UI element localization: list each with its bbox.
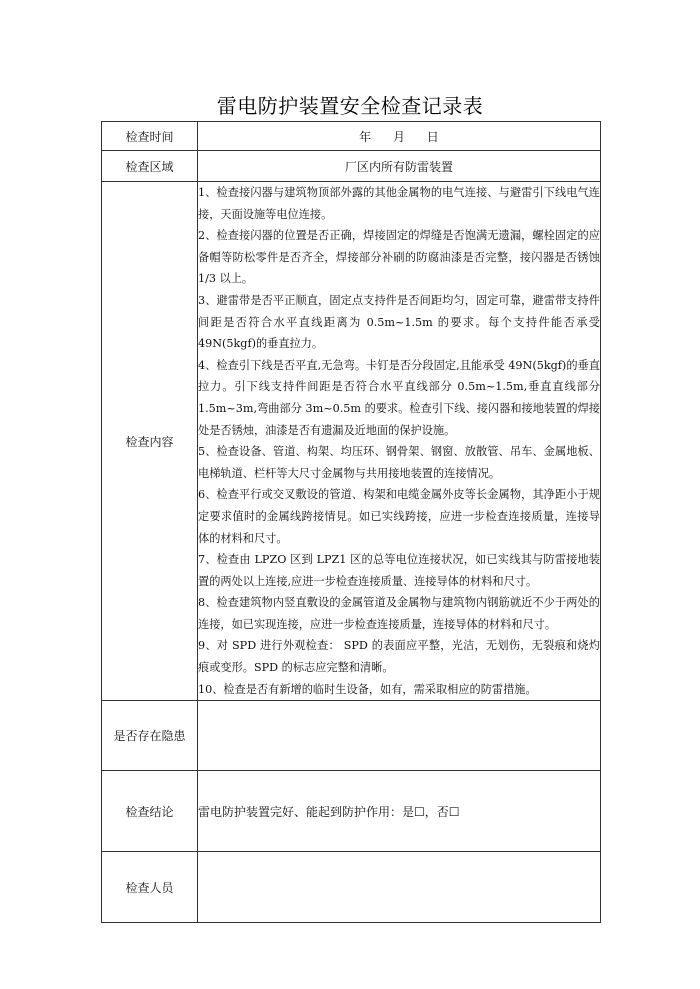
content-item: 6、检查平行或交叉敷设的管道、构架和电缆金属外皮等长金属物，其净距小于规定要求值时的金属线跨接情見。如已实线跨接，应进一步检查连接质量，连接导体的材料和尺寸。 bbox=[198, 488, 600, 545]
content-items bbox=[198, 182, 601, 701]
row-area bbox=[102, 151, 601, 182]
conclusion-value[interactable]: 雷电防护装置完好、能起到防护作用：是☐，否☐ bbox=[198, 771, 601, 852]
row-conclusion bbox=[102, 771, 601, 852]
area-label: 检查区域 bbox=[102, 151, 198, 182]
content-item: 9、对 SPD 进行外观检查： SPD 的表面应平整，光洁，无划伤，无裂痕和烧灼痕或变形。SPD 的标志应完整和清晰。 bbox=[198, 639, 600, 675]
time-value-text: 年 月 日 bbox=[359, 129, 439, 144]
content-item: 8、检查建筑物内竖直敷设的金属管道及金属物与建筑物内钢筋就近不少于两处的连接，如已实现连接，应进一步检查连接质量，连接导体的材料和尺寸。 bbox=[198, 596, 600, 631]
area-value: 厂区内所有防雷装置 bbox=[198, 151, 601, 182]
content-item: 5、检查设备、管道、构架、均压环、钢骨架、钢窗、放散管、吊车、金属地板、电梯轨道、栏杆等大尺寸金属物与共用接地装置的连接情况。 bbox=[198, 445, 600, 480]
page-title: 雷电防护装置安全检查记录表 bbox=[216, 94, 484, 118]
content-item: 4、检查引下线是否平直,无急弯。卡钉是否分段固定,且能承受 49N(5kgf)的垂直拉力。引下线支持件间距是否符合水平直线部分 0.5m~1.5m,垂直直线部分 1.5m~3m,弯曲部分 3m~0.5m 的要求。检查引下线、接闪器和接地装置的焊接处是否锈烛，油漆是否有遗漏及近地面的保护设施。 bbox=[198, 358, 600, 437]
hazard-value[interactable] bbox=[198, 701, 601, 771]
row-time bbox=[102, 122, 601, 151]
content-item: 1、检查接闪器与建筑物顶部外露的其他金属物的电气连接、与避雷引下线电气连接，天面设施等电位连接。 bbox=[198, 186, 600, 221]
content-item: 7、检查由 LPZO 区到 LPZ1 区的总等电位连接状况，如已实线其与防雷接地装置的两处以上连接,应进一步检查连接质量、连接导体的材料和尺寸。 bbox=[198, 553, 600, 588]
conclusion-label: 检查结论 bbox=[102, 771, 198, 852]
time-label: 检查时间 bbox=[102, 122, 198, 151]
inspection-table bbox=[101, 121, 601, 923]
row-content bbox=[102, 182, 601, 701]
content-item: 2、检查接闪器的位置是否正确，焊接固定的焊缝是否饱满无遗漏，螺栓固定的应备帽等防松零件是否齐全，焊接部分补刷的防腐油漆是否完整，接闪器是否锈蚀 1/3 以上。 bbox=[198, 229, 600, 286]
content-label: 检查内容 bbox=[102, 182, 198, 701]
row-inspector bbox=[102, 852, 601, 923]
row-hazard bbox=[102, 701, 601, 771]
inspector-value[interactable] bbox=[198, 852, 601, 923]
content-item: 3、避雷带是否平正顺直，固定点支持件是否间距均匀，固定可靠，避雷带支持件间距是否符合水平直线距离为 0.5m~1.5m 的要求。每个支持件能否承受 49N(5kgf)的垂直拉力。 bbox=[198, 293, 600, 351]
content-item: 10、检查是否有新增的临时生设备，如有，需采取相应的防雷措施。 bbox=[198, 682, 537, 696]
inspector-label: 检查人员 bbox=[102, 852, 198, 923]
hazard-label: 是否存在隐患 bbox=[102, 701, 198, 771]
time-value[interactable] bbox=[198, 122, 601, 151]
